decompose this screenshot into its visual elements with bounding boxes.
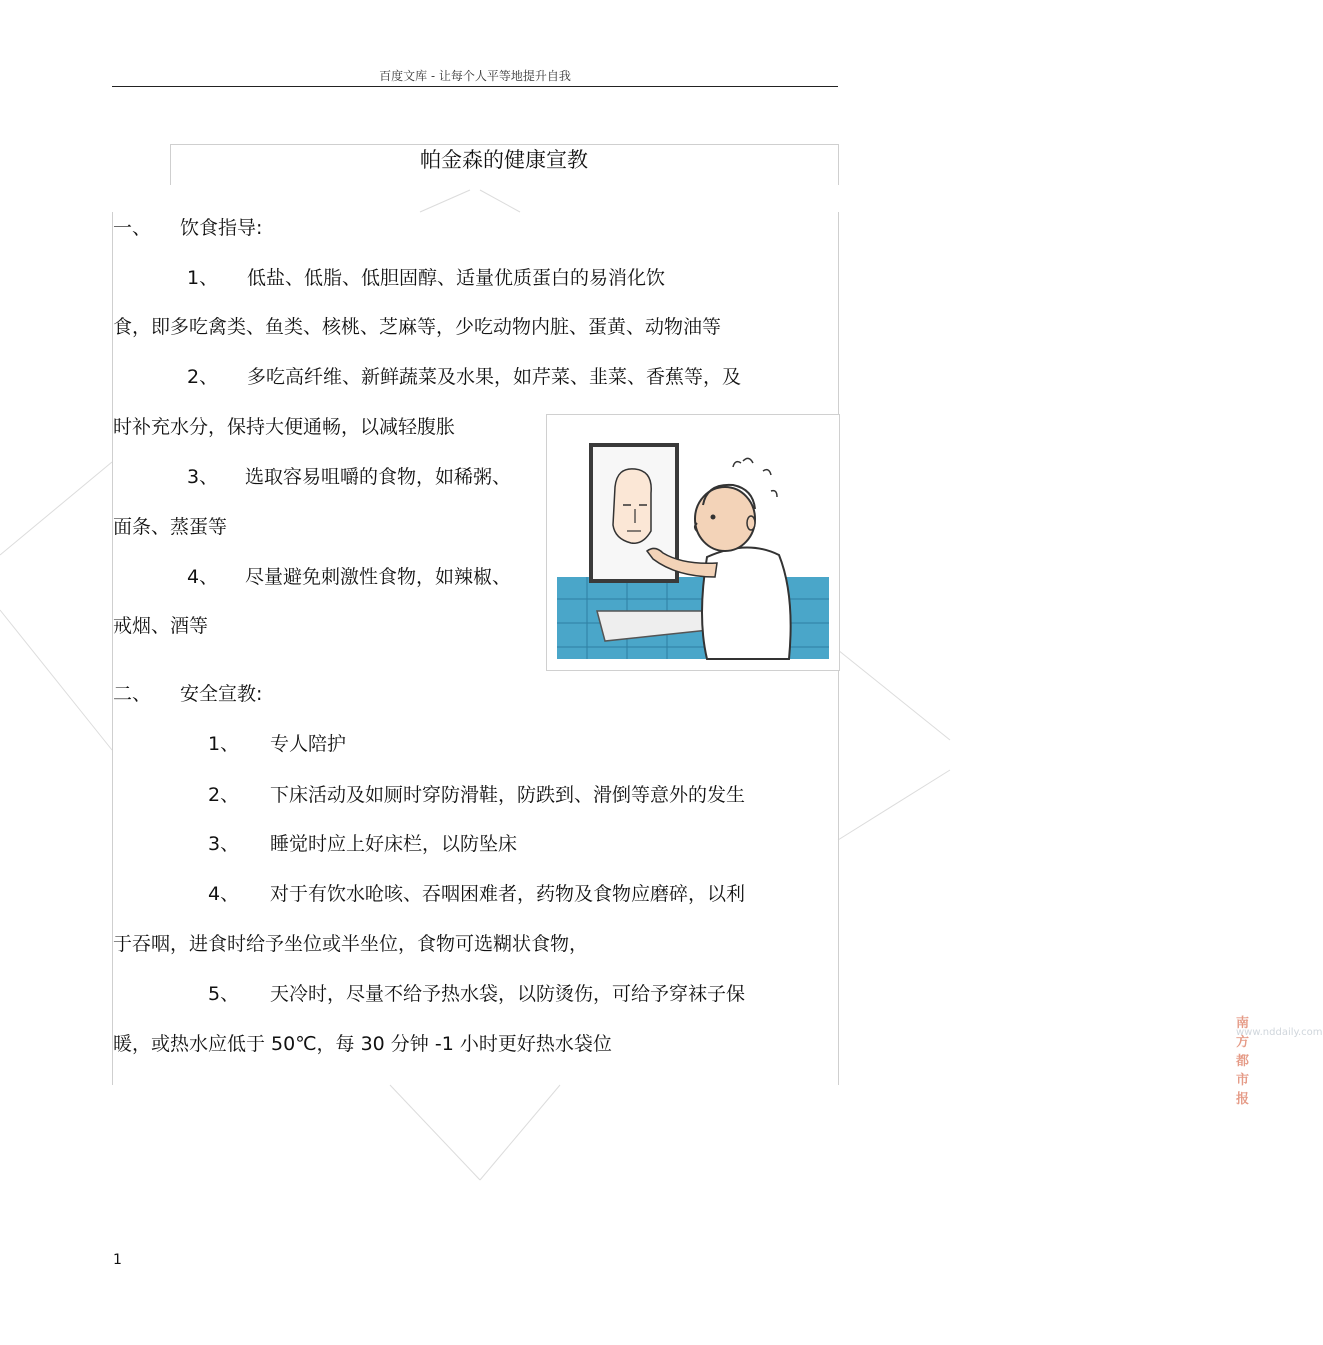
item-text: 下床活动及如厕时穿防滑鞋，防跌到、滑倒等意外的发生 [270, 784, 746, 806]
item-continuation: 戒烟、酒等 [113, 615, 209, 637]
section-title: 饮食指导: [180, 217, 263, 239]
section-heading [113, 214, 262, 242]
list-item [208, 980, 745, 1008]
list-item [187, 563, 511, 591]
item-continuation: 食，即多吃禽类、鱼类、核桃、芝麻等，少吃动物内脏、蛋黄、动物油等 [113, 316, 722, 338]
item-text: 多吃高纤维、新鲜蔬菜及水果，如芹菜、韭菜、香蕉等，及 [247, 366, 742, 388]
list-item [187, 264, 665, 292]
document-title: 帕金森的健康宣教 [420, 148, 588, 172]
watermark-text: 南方都市报 [1236, 1016, 1250, 1107]
item-text: 选取容易咀嚼的食物，如稀粥、 [245, 466, 512, 488]
item-number: 2、 [187, 366, 219, 388]
section-heading [113, 680, 262, 708]
item-number: 4、 [187, 566, 219, 588]
item-text: 低盐、低脂、低胆固醇、适量优质蛋白的易消化饮 [247, 267, 666, 289]
item-continuation: 时补充水分，保持大便通畅，以减轻腹胀 [113, 416, 456, 438]
cartoon-image [557, 427, 829, 659]
item-number: 3、 [187, 466, 219, 488]
item-continuation: 暖，或热水应低于 50℃，每 30 分钟 -1 小时更好热水袋位 [113, 1033, 612, 1055]
illustration-man-at-mirror [546, 414, 1323, 1107]
item-continuation: 面条、蒸蛋等 [113, 516, 228, 538]
item-number: 2、 [208, 784, 240, 806]
header-divider [112, 86, 838, 87]
item-text: 对于有饮水呛咳、吞咽困难者，药物及食物应磨碎，以利 [270, 883, 746, 905]
list-item [187, 363, 741, 391]
item-text: 专人陪护 [270, 733, 347, 755]
item-continuation: 于吞咽，进食时给予坐位或半坐位，食物可选糊状食物， [113, 933, 589, 955]
item-number: 5、 [208, 983, 240, 1005]
item-text: 天冷时，尽量不给予热水袋，以防烫伤，可给予穿袜子保 [270, 983, 746, 1005]
item-text: 尽量避免刺激性食物，如辣椒、 [245, 566, 512, 588]
list-item [208, 880, 745, 908]
list-item [208, 730, 346, 758]
page-header: 百度文库 - 让每个人平等地提升自我 [379, 69, 571, 83]
item-number: 3、 [208, 833, 240, 855]
list-item [187, 463, 511, 491]
section-title: 安全宣教: [180, 683, 263, 705]
item-number: 1、 [187, 267, 219, 289]
item-number: 1、 [208, 733, 240, 755]
page-number: 1 [113, 1252, 122, 1268]
list-item [208, 830, 517, 858]
section-number: 一、 [113, 217, 152, 239]
watermark-url: www.nddaily.com [1236, 1027, 1323, 1038]
list-item [208, 781, 745, 809]
item-number: 4、 [208, 883, 240, 905]
section-number: 二、 [113, 683, 152, 705]
item-text: 睡觉时应上好床栏，以防坠床 [270, 833, 518, 855]
